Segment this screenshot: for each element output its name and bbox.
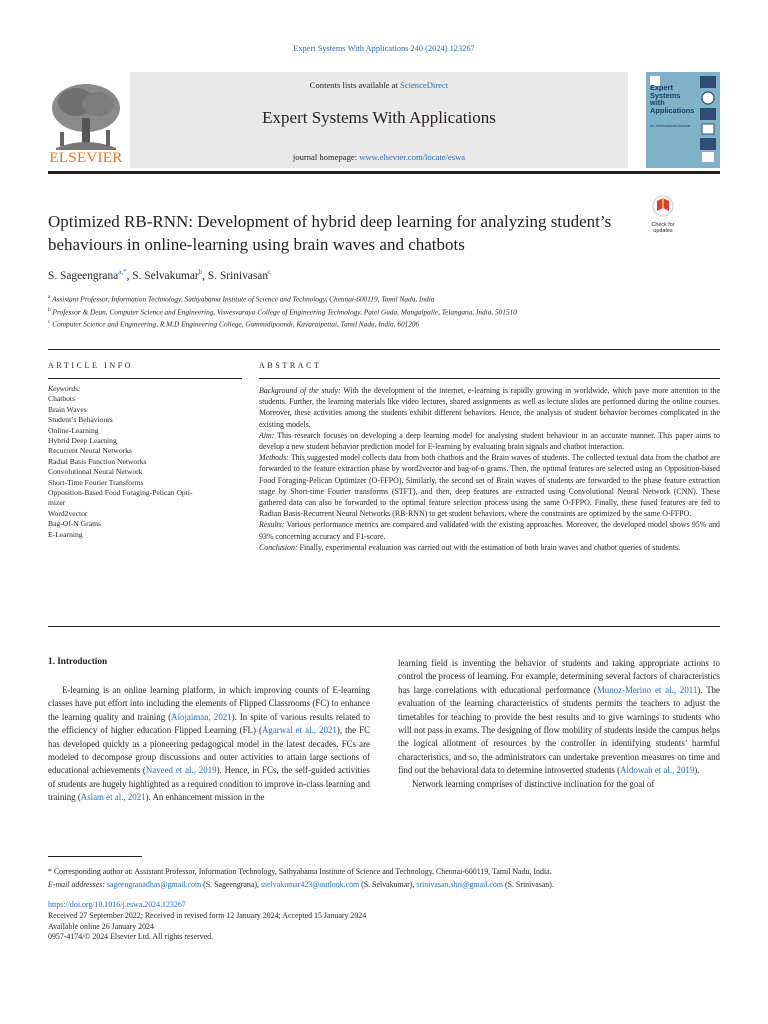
body-text: ). In spite of various results related to the efficiency of higher education Flipped Learning (FL) (: [48, 711, 370, 736]
keyword-item: mizer: [48, 498, 66, 508]
keywords-label: Keywords:: [48, 384, 81, 393]
keyword-item: Short-Time Fourier Transforms: [48, 477, 144, 487]
email-owner: (S. Sageengrana),: [201, 879, 261, 889]
author-name: S. Sageengrana: [48, 269, 119, 282]
keyword-item: Opposition-Based Food Foraging-Pelican Opti-: [48, 488, 193, 498]
email-link[interactable]: srinivasan.shri@gmail.com: [416, 879, 503, 889]
citation-link[interactable]: Naveed et al., 2019: [145, 765, 217, 776]
author-list: [48, 268, 271, 282]
keywords-rule: [48, 378, 242, 379]
article-dates: Received 27 September 2022; Received in revised form 12 January 2024; Accepted 15 January 2024: [48, 910, 367, 920]
body-text: ). An enhancement mission in the: [145, 792, 265, 803]
author-separator: ,: [126, 269, 133, 282]
body-text: ). Hence, in FCs, the self-guided activities of students are hugely highlighted as a required condition to improve in-class learning and training (: [48, 765, 371, 803]
abstract-section-label: Background of the study:: [259, 386, 341, 395]
body-text: ).: [694, 765, 700, 776]
journal-title: Expert Systems With Applications: [262, 108, 496, 127]
citation-link[interactable]: Alojaiman, 2021: [171, 711, 232, 722]
intro-left-column: [48, 684, 370, 805]
check-for-updates-badge[interactable]: [646, 195, 680, 234]
abstract-paragraph: [259, 452, 720, 519]
affiliation-b: $^b$ Professor & Dean, Computer Science and Engineering, Visvesvaraya College of Engineering Technology, Patel Guda, Mangalpalle, Telangana, India, 501510: [48, 307, 517, 317]
abstract-paragraph: [259, 519, 720, 541]
keyword-item: Bag-Of-N Grams: [48, 519, 101, 529]
corresponding-author-note: * Corresponding author at: Assistant Professor, Information Technology, Sathyabama Institute of Science and Technology, Chennai-600119, Tamil Nadu, India.: [48, 867, 552, 876]
abstract-paragraph: [259, 385, 720, 430]
keyword-item: E-Learning: [48, 529, 83, 539]
footnotes: [48, 866, 728, 891]
cover-subtitle: An International Journal: [650, 124, 691, 128]
abstract-section-text: This research focuses on developing a deep learning model for analysing student behaviour in an accurate manner. This paper aims to develop a new student behavior prediction model for E-learning by evaluating brain signals and chatbot interaction.: [259, 430, 720, 452]
journal-reference[interactable]: Expert Systems With Applications 240 (2024) 123267: [293, 44, 475, 53]
footnote-rule: [48, 856, 142, 857]
keyword-item: Online-Learning: [48, 425, 99, 435]
article-info-divider: [48, 349, 720, 350]
body-text: ), the FC has developed quickly as a pioneering pedagogical model in the latest decades. FCs are modeled to decompose group discussions and outer activities to attain large sections of educational achievements (: [48, 725, 370, 776]
cover-title: Expert Systems with Applications: [650, 83, 695, 115]
keyword-item: Convolutional Neural Network: [48, 467, 143, 477]
email-link[interactable]: sageengranadhas@gmail.com: [106, 879, 202, 889]
citation-link[interactable]: Munoz-Merino et al., 2011: [596, 684, 698, 695]
citation-link[interactable]: Aslam et al., 2021: [80, 792, 146, 803]
paper-title: Optimized RB-RNN: Development of hybrid deep learning for analyzing student’s behaviours in online-learning using brain waves and chatbots: [48, 212, 612, 254]
abstract-section-text: Finally, experimental evaluation was carried out with the estimation of both brain waves and chatbot queries of students.: [297, 542, 681, 552]
abstract-section-text: With the development of the internet, e-learning is rapidly growing in worldwide, which pave more attention to the students. Further, the learning materials like video lectures, shared assignments as well as lecture slides are performed during the online courses. Moreover, these activities among the students exhibit different behaviors. Hence, the analysis of student behavior becomes complicated in the existing models.: [259, 386, 720, 429]
author-name: S. Selvakumar: [132, 269, 199, 282]
intro-paragraph-1: [48, 684, 370, 805]
copyright-line: 0957-4174/© 2024 Elsevier Ltd. All rights reserved.: [48, 932, 214, 942]
introduction-heading: 1. Introduction: [48, 656, 108, 666]
affiliation-c: $^c$ Computer Science and Engineering, R.M.D Engineering College, Gummidipoondi, Kavaraipettai, Tamil Nadu, India, 601206: [48, 319, 420, 329]
email-label: E-mail addresses:: [48, 879, 107, 889]
header-divider: [48, 171, 720, 174]
email-link[interactable]: sselvakumar423@outlook.com: [260, 879, 360, 889]
abstract-paragraph: [259, 542, 720, 553]
author-affil-marks[interactable]: b: [198, 268, 203, 276]
abstract-section-label: Aim:: [259, 430, 275, 440]
keyword-item: Radial Basis Function Networks: [48, 456, 147, 466]
author-affil-marks[interactable]: a,*: [118, 268, 127, 276]
sciencedirect-link[interactable]: ScienceDirect: [400, 80, 449, 90]
abstract-section-label: Results:: [259, 520, 285, 530]
check-updates-icon: [646, 195, 680, 217]
abstract-section-text: Various performance metrics are compared and validated with the existing approaches. Moreover, the developed model shows 95% and 93% concerning accuracy and F1-score.: [259, 520, 720, 541]
author-name: S. Srinivasan: [207, 269, 269, 282]
keyword-item: Chatbots: [48, 394, 76, 404]
abstract-rule: [259, 378, 720, 379]
affiliation-a: $^a$ Assistant Professor, Information Technology, Sathyabama Institute of Science and Technology, Chennai-600119, Tamil Nadu, India: [48, 294, 435, 304]
author-affil-marks[interactable]: c: [268, 268, 272, 276]
keyword-item: Hybrid Deep Learning: [48, 436, 117, 446]
keyword-item: Brain Waves: [48, 404, 87, 414]
journal-homepage-link[interactable]: www.elsevier.com/locate/eswa: [359, 152, 466, 162]
email-owner: (S. Srinivasan).: [503, 879, 554, 889]
body-text: ). The evaluation of the learning characteristics of students permits the teachers to adjust the timetables for teaching to provide the best results and to give warnings to students who will not pass in exams. The designing of flow mobility of students inside the campus helps the logical allotment of resources by the controller in identifying students’ harmful characteristics, and so, the administrators can undertake prevention measures on time and find out the behavioral data to determine introverted students (: [398, 684, 720, 776]
citation-link[interactable]: Agarwal et al., 2021: [262, 725, 337, 736]
journal-homepage: journal homepage: www.elsevier.com/locate/eswa: [292, 152, 466, 162]
email-addresses: [48, 879, 728, 892]
abstract-section-label: Conclusion:: [259, 542, 298, 552]
abstract-body: [259, 385, 720, 553]
abstract-paragraph: [259, 430, 720, 452]
article-info-heading: ARTICLE INFO: [48, 361, 134, 370]
intro-paragraph-2: Network learning comprises of distinctive inclination for the goal of: [412, 778, 655, 789]
body-text: learning field is inventing the behavior of students and taking appropriate actions to control the process of learning. For example, determining several factors of characteristics has large correlations with educational performance (: [398, 658, 720, 695]
abstract-section-text: This suggested model collects data from both chatbots and the Brain waves of students. The collected textual data from the chatbot are forwarded to the feature extraction phase by word2vector and bag-of-n grams. Then, the optimal features are selected using an Opposition-based Food Foraging-Pelican Optimizer (O-FFPO). Similarly, the second set of Brain waves of students are forwarded to the phase feature extraction stage by Short-time Fourier transforms (STFT), and then, deep features are extracted using Convolutional Neural Network (CNN). These gathered data can also be forwarded to the optimal feature selection process using the same O-FFPO. Finally, these fused features are fed to Radian Basis-Recurrent Neural Networks (RB-RNN) to get student behaviors, where the constraints are optimized by the same O-FFPO.: [259, 453, 720, 519]
check-updates-label: Check for updates: [651, 222, 675, 234]
abstract-heading: ABSTRACT: [259, 361, 322, 370]
keyword-item: Word2vector: [48, 508, 88, 518]
email-owner: (S. Selvakumar),: [359, 879, 417, 889]
abstract-section-label: Methods:: [259, 453, 289, 463]
author-separator: ,: [202, 269, 208, 282]
intro-right-column: [398, 657, 720, 791]
keyword-item: Student’s Behaviours: [48, 415, 113, 425]
contents-availability: Contents lists available at ScienceDirect: [309, 80, 449, 90]
publisher-wordmark: ELSEVIER: [49, 150, 123, 166]
available-online: Available online 26 January 2024: [48, 921, 154, 931]
abstract-bottom-divider: [48, 626, 720, 627]
citation-link[interactable]: Aldowah et al., 2019: [620, 765, 695, 776]
body-text: E-learning is an online learning platform, in which improving counts of E-learning classes have put effort into including the elements of Flipped Classrooms (FC) to enhance the learning quality and training (: [48, 685, 370, 722]
keyword-item: Recurrent Neural Networks: [48, 446, 132, 456]
keywords-list: [48, 384, 244, 540]
doi-link[interactable]: https://doi.org/10.1016/j.eswa.2024.123267: [48, 900, 186, 909]
publication-info: [48, 900, 728, 943]
intro-paragraph-1-cont: [398, 657, 720, 778]
